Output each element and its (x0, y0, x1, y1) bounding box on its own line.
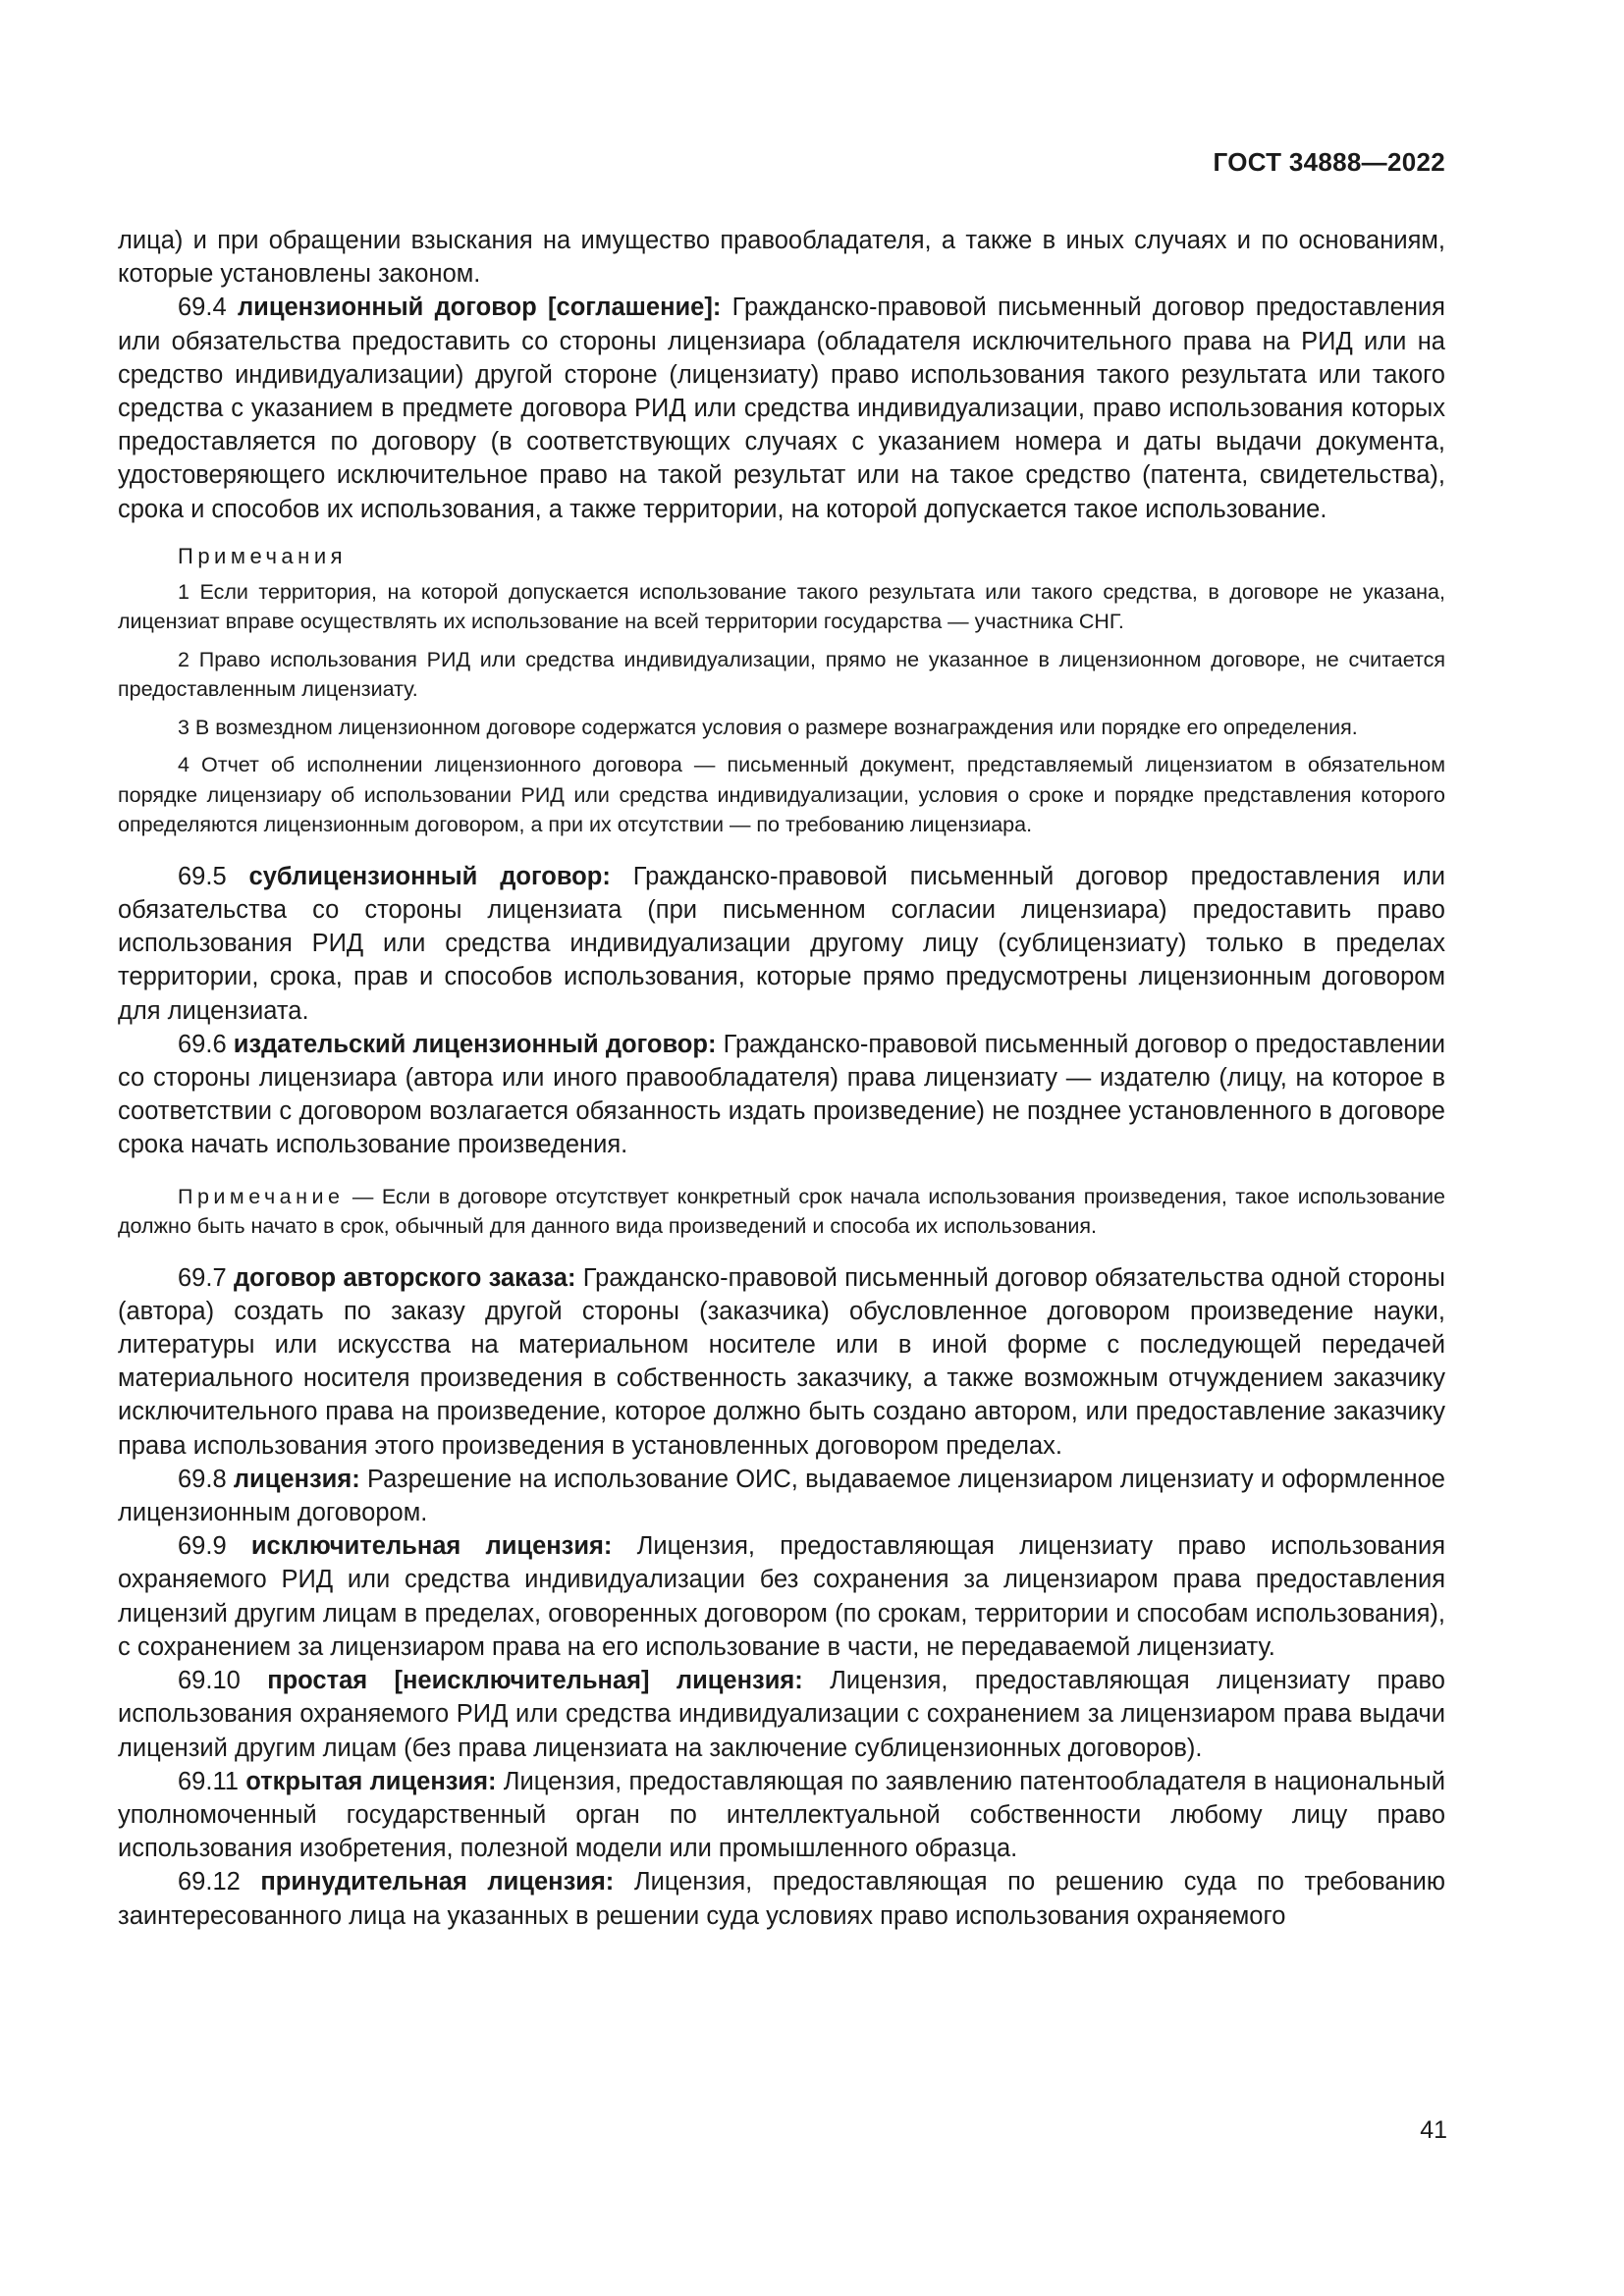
clause-69-7 (118, 1261, 1445, 1463)
document-header-id: ГОСТ 34888—2022 (1213, 147, 1445, 177)
clause-69-5 (118, 860, 1445, 1028)
clause-69-9 (118, 1529, 1445, 1664)
clause-text: Лицензия, предоставляющая по заявлению патентообладателя в национальный уполномоченный государственный орган по интеллектуальной собственности любому лицу право использования изобретения, полезной модели или промышленного образца. (118, 1767, 1445, 1863)
clause-number: 69.10 (178, 1667, 241, 1695)
page-number: 41 (1420, 2116, 1447, 2144)
clause-text: Лицензия, предоставляющая по решению суда по требованию заинтересованного лица на указанных в решении суда условиях право использования охраняемого (118, 1868, 1445, 1930)
clause-text: Гражданско-правовой письменный договор предоставления или обязательства со стороны лицензиата (при письменном согласии лицензиара) предоставить право использования РИД или средства индивидуализации другому лицу (сублицензиату) только в пределах территории, срока, прав и способов использования, которые прямо предусмотрены лицензионным договором для лицензиата. (118, 862, 1446, 1025)
clause-69-4 (118, 291, 1445, 525)
note-item-3: 3 В возмездном лицензионном договоре содержатся условия о размере вознаграждения или порядке его определения. (178, 715, 1358, 739)
clause-69-10 (118, 1664, 1445, 1765)
clause-term: исключительная лицензия: (250, 1532, 613, 1561)
clause-term: договор авторского заказа: (233, 1263, 576, 1292)
note-69-6 (118, 1182, 1445, 1242)
clause-term: лицензионный договор [соглашение]: (237, 294, 722, 322)
page-body (118, 224, 1445, 1933)
clause-term: издательский лицензионный договор: (233, 1030, 717, 1058)
clause-text: Лицензия, предоставляющая лицензиату право использования охраняемого РИД или средства индивидуализации без сохранения за лицензиаром права предоставления лицензий другим лицам в пределах, оговоренных договором (по срокам, территории и способам использования), с сохранением за лицензиаром права на его использование в части, не передаваемой лицензиату. (118, 1532, 1445, 1661)
clause-term: лицензия: (233, 1465, 360, 1493)
note-label: Примечание (178, 1184, 345, 1208)
clause-number: 69.4 (178, 294, 227, 322)
note-item-1: 1 Если территория, на которой допускается использование такого результата или такого средства, в договоре не указана, лицензиат вправе осуществлять их использование на всей территории государства — участника СНГ. (118, 579, 1445, 634)
clause-number: 69.11 (178, 1767, 239, 1795)
clause-term: открытая лицензия: (245, 1767, 497, 1795)
clause-text: Гражданско-правовой письменный договор обязательства одной стороны (автора) создать по заказу другой стороны (заказчика) обусловленное договором произведение науки, литературы или искусства на материальном носителе или в иной форме с последующей передачей материального носителя произведения в собственность заказчику, а также возможным отчуждением заказчику исключительного права на произведение, которое должно быть создано автором, или предоставление заказчику права использования этого произведения в установленных договором пределах. (118, 1263, 1445, 1460)
note-text: — Если в договоре отсутствует конкретный срок начала использования произведения, такое использование должно быть начато в срок, обычный для данного вида произведений и способа их использования. (118, 1184, 1445, 1239)
clause-69-6 (118, 1028, 1445, 1162)
intro-paragraph: лица) и при обращении взыскания на имущество правообладателя, а также в иных случаях и по основаниям, которые установлены законом. (118, 227, 1445, 289)
clause-text: Лицензия, предоставляющая лицензиату право использования охраняемого РИД или средства индивидуализации с сохранением за лицензиаром права выдачи лицензий другим лицам (без права лицензиата на заключение сублицензионных договоров). (118, 1667, 1445, 1762)
clause-number: 69.12 (178, 1868, 241, 1896)
clause-69-8 (118, 1463, 1445, 1529)
clause-number: 69.5 (178, 862, 227, 890)
clause-number: 69.9 (178, 1532, 227, 1561)
clause-number: 69.8 (178, 1465, 227, 1493)
clause-text: Разрешение на использование ОИС, выдаваемое лицензиаром лицензиату и оформленное лицензионным договором. (118, 1465, 1445, 1527)
clause-text: Гражданско-правовой письменный договор предоставления или обязательства предоставить со стороны лицензиара (обладателя исключительного права на РИД или на средство индивидуализации) другой стороне (лицензиату) право использования такого результата или такого средства с указанием в предмете договора РИД или средства индивидуализации, право использования которых предоставляется по договору (в соответствующих случаях с указанием номера и даты выдачи документа, удостоверяющего исключительное право на такой результат или на такое средство (патента, свидетельства), срока и способов их использования, а также территории, на которой допускается такое использование. (118, 294, 1445, 523)
note-item-2: 2 Право использования РИД или средства индивидуализации, прямо не указанное в лицензионном договоре, не считается предоставленным лицензиату. (118, 647, 1445, 702)
clause-text: Гражданско-правовой письменный договор о предоставлении со стороны лицензиара (автора или иного правообладателя) права лицензиату — издателю (лицу, на которое в соответствии с договором возлагается обязанность издать произведение) не позднее установленного в договоре срока начать использование произведения. (118, 1030, 1445, 1159)
clause-term: сублицензионный договор: (248, 862, 611, 890)
clause-69-12 (118, 1865, 1445, 1932)
clause-term: простая [неисключительная] лицензия: (267, 1667, 803, 1695)
note-item-4: 4 Отчет об исполнении лицензионного договора — письменный документ, представляемый лицензиатом в обязательном порядке лицензиару об использовании РИД или средства индивидуализации, условия о сроке и порядке представления которого определяются лицензионным договором, а при их отсутствии — по требованию лицензиара. (118, 753, 1445, 837)
notes-title: Примечания (178, 543, 348, 568)
clause-number: 69.6 (178, 1030, 227, 1058)
clause-69-11 (118, 1765, 1445, 1866)
clause-term: принудительная лицензия: (260, 1868, 615, 1896)
clause-number: 69.7 (178, 1263, 227, 1292)
